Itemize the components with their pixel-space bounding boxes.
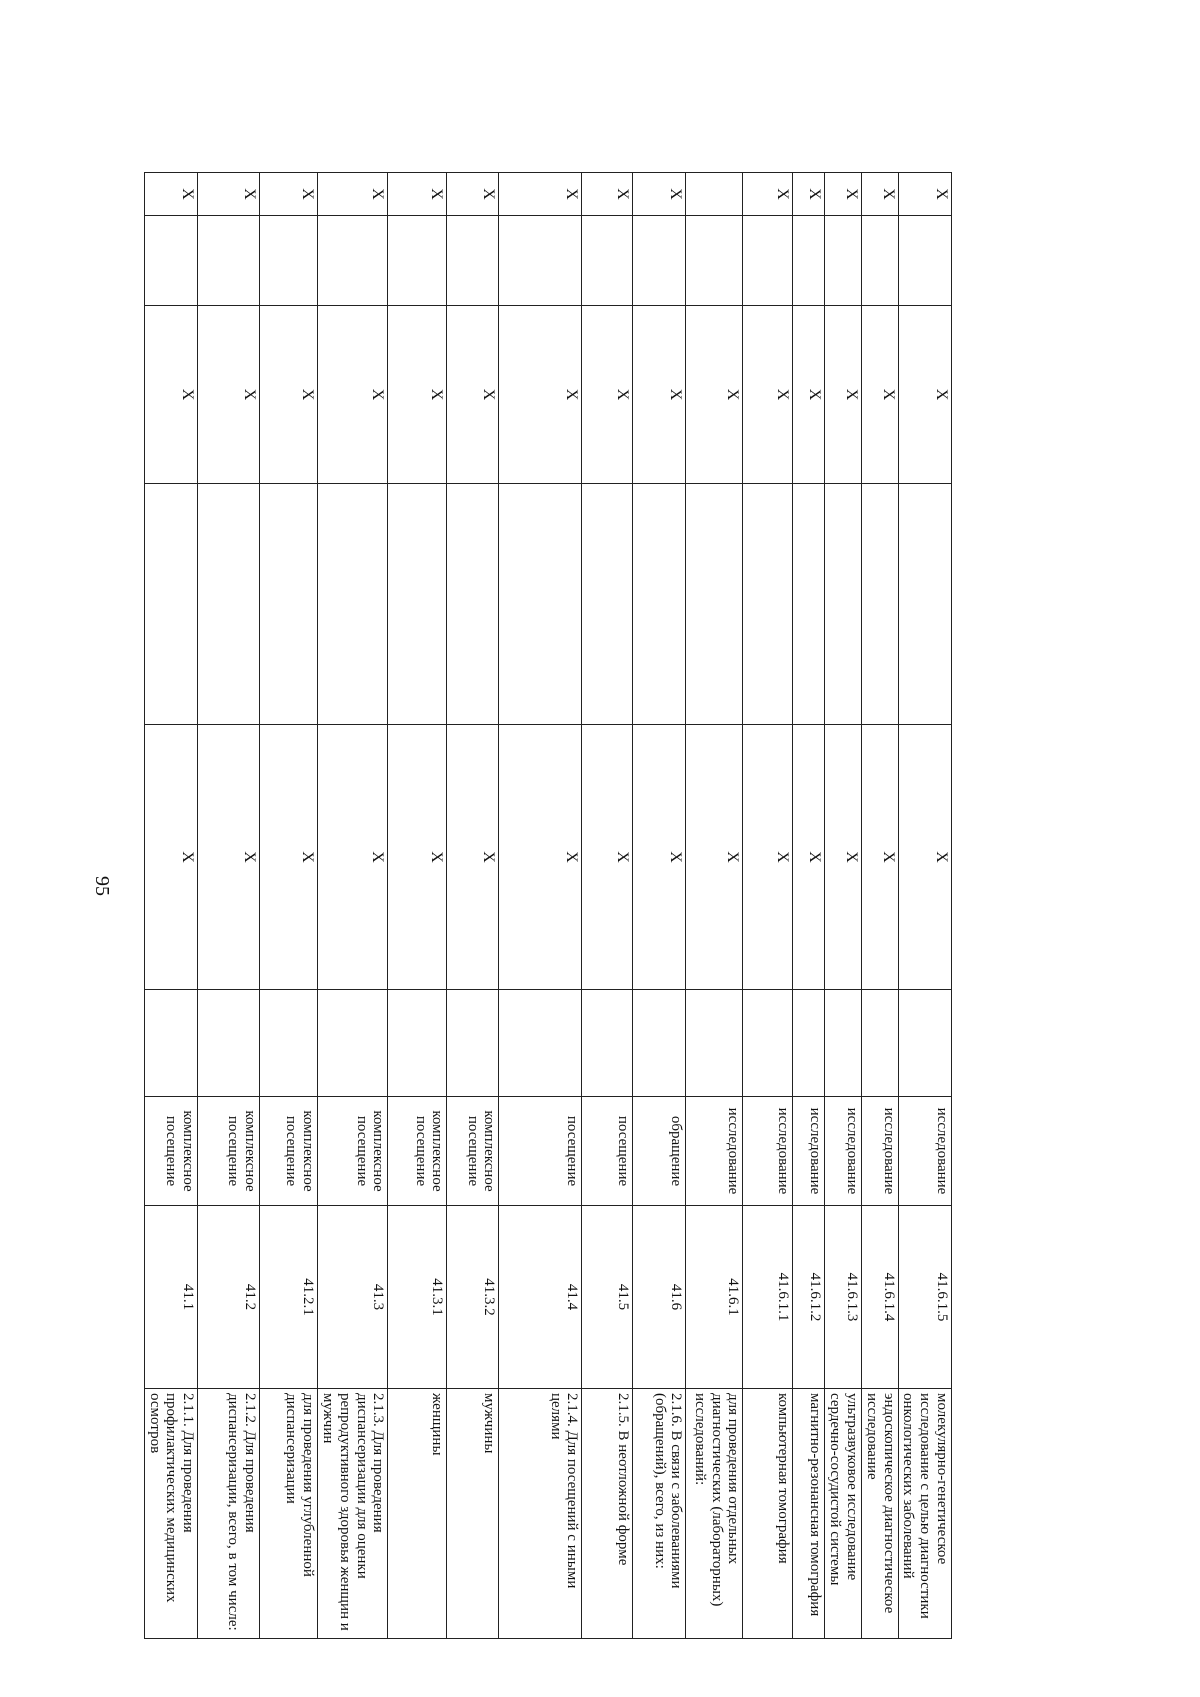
- cell-col6: [499, 484, 582, 725]
- cell-code: 41.6.1.2: [793, 1206, 825, 1389]
- cell-col9: X: [793, 173, 825, 216]
- table-row: [825, 173, 862, 1639]
- cell-col6: [793, 484, 825, 725]
- cell-col6: [862, 484, 899, 725]
- cell-col8: [743, 216, 793, 306]
- cell-code: 41.2.1: [260, 1206, 318, 1389]
- cell-col8: [825, 216, 862, 306]
- table-row: [260, 173, 318, 1639]
- cell-name: 2.1.1. Для проведения профилактических медицинских осмотров: [144, 1389, 197, 1639]
- cell-col4: [862, 990, 899, 1097]
- table-row: [582, 173, 633, 1639]
- cell-unit: комплексное посещение: [388, 1097, 447, 1206]
- cell-code: 41.6: [633, 1206, 686, 1389]
- cell-col8: [793, 216, 825, 306]
- cell-col9: X: [198, 173, 260, 216]
- cell-col8: [898, 216, 951, 306]
- cell-col7: X: [825, 306, 862, 484]
- cell-code: 41.3.2: [447, 1206, 499, 1389]
- cell-name: для проведения отдельных диагностических (лабораторных) исследований:: [686, 1389, 743, 1639]
- cell-unit: исследование: [862, 1097, 899, 1206]
- cell-name: магнитно-резонансная томография: [793, 1389, 825, 1639]
- cell-col9: [686, 173, 743, 216]
- cell-unit: комплексное посещение: [260, 1097, 318, 1206]
- cell-unit: комплексное посещение: [198, 1097, 260, 1206]
- cell-col7: X: [447, 306, 499, 484]
- cell-name: женщины: [388, 1389, 447, 1639]
- cell-name: эндоскопическое диагностическое исследование: [862, 1389, 899, 1639]
- cell-code: 41.5: [582, 1206, 633, 1389]
- table-row: [144, 173, 197, 1639]
- data-table: [144, 172, 952, 1639]
- cell-col9: X: [388, 173, 447, 216]
- cell-col6: [447, 484, 499, 725]
- cell-col7: X: [686, 306, 743, 484]
- cell-col4: [260, 990, 318, 1097]
- cell-col5: X: [686, 725, 743, 990]
- table-row: [898, 173, 951, 1639]
- cell-col6: [825, 484, 862, 725]
- cell-col6: [318, 484, 388, 725]
- cell-name: компьютерная томография: [743, 1389, 793, 1639]
- cell-unit: посещение: [582, 1097, 633, 1206]
- cell-col5: X: [499, 725, 582, 990]
- cell-code: 41.6.1.5: [898, 1206, 951, 1389]
- rotated-table-wrapper: [145, 172, 952, 1638]
- cell-col6: [388, 484, 447, 725]
- table-row: [447, 173, 499, 1639]
- table-row: [388, 173, 447, 1639]
- cell-col4: [793, 990, 825, 1097]
- cell-code: 41.6.1.3: [825, 1206, 862, 1389]
- cell-code: 41.1: [144, 1206, 197, 1389]
- cell-col6: [144, 484, 197, 725]
- cell-name: мужчины: [447, 1389, 499, 1639]
- table-row: [686, 173, 743, 1639]
- cell-code: 41.3.1: [388, 1206, 447, 1389]
- cell-unit: комплексное посещение: [144, 1097, 197, 1206]
- cell-col9: X: [499, 173, 582, 216]
- cell-col4: [743, 990, 793, 1097]
- cell-col8: [388, 216, 447, 306]
- cell-col8: [198, 216, 260, 306]
- cell-col9: X: [260, 173, 318, 216]
- cell-unit: исследование: [686, 1097, 743, 1206]
- cell-col7: X: [862, 306, 899, 484]
- cell-col5: X: [898, 725, 951, 990]
- cell-col4: [499, 990, 582, 1097]
- cell-unit: комплексное посещение: [447, 1097, 499, 1206]
- table-row: [793, 173, 825, 1639]
- cell-col6: [686, 484, 743, 725]
- cell-col8: [686, 216, 743, 306]
- cell-col8: [582, 216, 633, 306]
- table-row: [499, 173, 582, 1639]
- cell-code: 41.6.1.4: [862, 1206, 899, 1389]
- cell-col7: X: [898, 306, 951, 484]
- cell-col5: X: [633, 725, 686, 990]
- cell-col9: X: [743, 173, 793, 216]
- table-row: [633, 173, 686, 1639]
- cell-col6: [198, 484, 260, 725]
- cell-col8: [260, 216, 318, 306]
- cell-col5: X: [388, 725, 447, 990]
- cell-col6: [743, 484, 793, 725]
- cell-col4: [898, 990, 951, 1097]
- cell-col7: X: [793, 306, 825, 484]
- cell-col5: X: [743, 725, 793, 990]
- cell-col8: [633, 216, 686, 306]
- cell-col9: X: [862, 173, 899, 216]
- cell-col8: [499, 216, 582, 306]
- cell-unit: комплексное посещение: [318, 1097, 388, 1206]
- cell-col4: [198, 990, 260, 1097]
- cell-col4: [633, 990, 686, 1097]
- cell-col5: X: [198, 725, 260, 990]
- cell-unit: исследование: [743, 1097, 793, 1206]
- cell-col5: X: [793, 725, 825, 990]
- cell-col9: X: [144, 173, 197, 216]
- cell-col5: X: [318, 725, 388, 990]
- cell-col6: [633, 484, 686, 725]
- cell-unit: исследование: [793, 1097, 825, 1206]
- cell-name: ультразвуковое исследование сердечно-сосудистой системы: [825, 1389, 862, 1639]
- cell-col9: X: [825, 173, 862, 216]
- cell-col7: X: [743, 306, 793, 484]
- cell-col5: X: [862, 725, 899, 990]
- cell-col5: X: [825, 725, 862, 990]
- cell-col7: X: [260, 306, 318, 484]
- cell-col6: [260, 484, 318, 725]
- cell-code: 41.4: [499, 1206, 582, 1389]
- table-row: [318, 173, 388, 1639]
- cell-name: для проведения углубленной диспансеризации: [260, 1389, 318, 1639]
- cell-col7: X: [144, 306, 197, 484]
- cell-col5: X: [447, 725, 499, 990]
- cell-col7: X: [633, 306, 686, 484]
- cell-col5: X: [582, 725, 633, 990]
- cell-col4: [388, 990, 447, 1097]
- cell-unit: обращение: [633, 1097, 686, 1206]
- cell-col8: [447, 216, 499, 306]
- cell-col5: X: [260, 725, 318, 990]
- cell-col4: [447, 990, 499, 1097]
- cell-unit: исследование: [898, 1097, 951, 1206]
- cell-col6: [898, 484, 951, 725]
- cell-col4: [144, 990, 197, 1097]
- cell-col7: X: [198, 306, 260, 484]
- cell-name: молекулярно-генетическое исследование с целью диагностики онкологических заболеваний: [898, 1389, 951, 1639]
- cell-col4: [318, 990, 388, 1097]
- cell-code: 41.3: [318, 1206, 388, 1389]
- cell-col9: X: [633, 173, 686, 216]
- cell-col9: X: [447, 173, 499, 216]
- cell-col9: X: [582, 173, 633, 216]
- cell-col4: [582, 990, 633, 1097]
- cell-col8: [144, 216, 197, 306]
- cell-col9: X: [898, 173, 951, 216]
- cell-col8: [318, 216, 388, 306]
- cell-col6: [582, 484, 633, 725]
- cell-name: 2.1.6. В связи с заболеваниями (обращений), всего, из них:: [633, 1389, 686, 1639]
- cell-col5: X: [144, 725, 197, 990]
- cell-col7: X: [318, 306, 388, 484]
- cell-unit: посещение: [499, 1097, 582, 1206]
- cell-code: 41.2: [198, 1206, 260, 1389]
- cell-col7: X: [582, 306, 633, 484]
- cell-name: 2.1.3. Для проведения диспансеризации для оценки репродуктивного здоровья женщин и мужчин: [318, 1389, 388, 1639]
- cell-name: 2.1.2. Для проведения диспансеризации, всего, в том числе:: [198, 1389, 260, 1639]
- cell-code: 41.6.1: [686, 1206, 743, 1389]
- cell-name: 2.1.4. Для посещений с иными целями: [499, 1389, 582, 1639]
- table-row: [743, 173, 793, 1639]
- cell-code: 41.6.1.1: [743, 1206, 793, 1389]
- cell-name: 2.1.5. В неотложной форме: [582, 1389, 633, 1639]
- cell-col4: [825, 990, 862, 1097]
- cell-unit: исследование: [825, 1097, 862, 1206]
- cell-col7: X: [388, 306, 447, 484]
- table-row: [862, 173, 899, 1639]
- cell-col8: [862, 216, 899, 306]
- cell-col7: X: [499, 306, 582, 484]
- page-number: 95: [91, 876, 113, 896]
- cell-col9: X: [318, 173, 388, 216]
- cell-col4: [686, 990, 743, 1097]
- table-row: [198, 173, 260, 1639]
